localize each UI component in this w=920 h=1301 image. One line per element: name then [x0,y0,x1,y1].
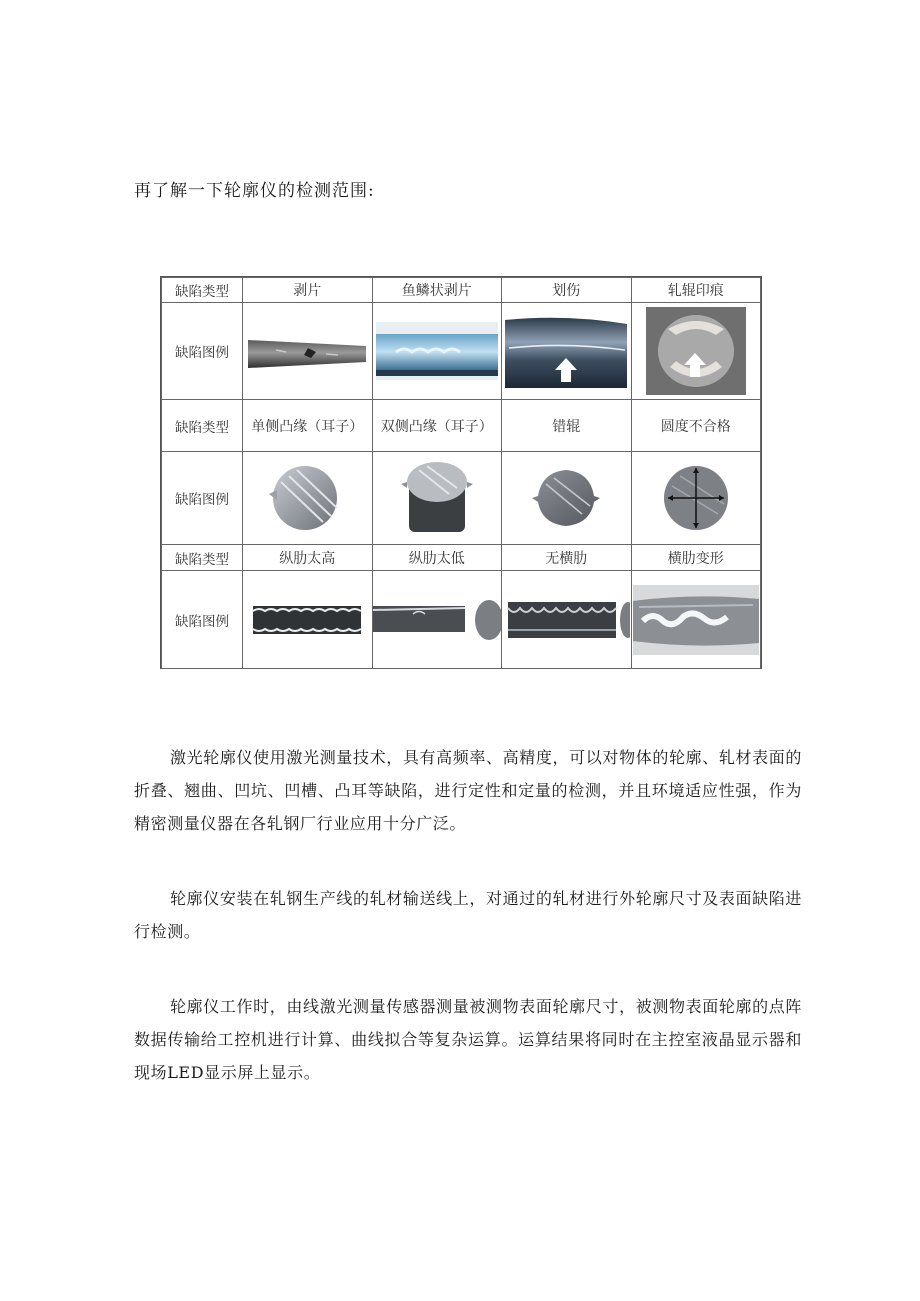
row-label: 缺陷类型 [162,400,243,452]
defect-type-cell: 单侧凸缘（耳子） [243,400,373,452]
defect-image-cell [372,452,502,545]
defect-type-cell: 横肋变形 [631,545,761,571]
defect-type-cell: 双侧凸缘（耳子） [372,400,502,452]
defect-image-cell [502,452,632,545]
intro-text: 再了解一下轮廓仪的检测范围: [134,181,375,201]
peeling-bar-image [246,328,368,374]
table-row [162,545,761,571]
paragraph-2: 轮廓仪安装在轧钢生产线的轧材输送线上，对通过的轧材进行外轮廓尺寸及表面缺陷进行检测。 [134,889,802,941]
defect-image-cell [243,452,373,545]
no-transverse-rib-image [502,594,630,646]
defect-image-cell [372,571,502,669]
defect-image-cell [502,303,632,400]
defect-image-cell [372,303,502,400]
table-row [162,303,761,400]
rib-too-high-image [253,602,361,638]
rib-too-low-image [373,596,501,644]
table-row [162,400,761,452]
defect-type-cell: 圆度不合格 [631,400,761,452]
defect-image-cell [243,571,373,669]
row-label: 缺陷类型 [162,545,243,571]
defect-image-cell [631,571,761,669]
row-label: 缺陷图例 [162,303,243,400]
fish-scale-peeling-image [376,322,498,380]
scratch-image [505,314,627,388]
double-ear-image [397,458,477,538]
row-label: 缺陷图例 [162,452,243,545]
out-of-round-image [660,462,732,534]
table-row [162,278,761,303]
table-row [162,571,761,669]
defect-type-cell: 划伤 [502,278,632,303]
rib-deformation-image [633,585,759,655]
defect-image-cell [243,303,373,400]
defect-table [160,276,762,669]
defect-image-cell [631,303,761,400]
table-row [162,452,761,545]
defect-type-cell: 剥片 [243,278,373,303]
defect-type-cell: 无横肋 [502,545,632,571]
defect-type-cell: 纵肋太低 [372,545,502,571]
defect-type-cell: 鱼鳞状剥片 [372,278,502,303]
defect-type-cell: 错辊 [502,400,632,452]
row-label: 缺陷类型 [162,278,243,303]
paragraph-3: 轮廓仪工作时，由线激光测量传感器测量被测物表面轮廓尺寸，被测物表面轮廓的点阵数据传输给工控机进行计算、曲线拟合等复杂运算。运算结果将同时在主控室液晶显示器和现场LED显示屏上显示。 [134,997,802,1082]
row-label: 缺陷图例 [162,571,243,669]
misaligned-roll-image [528,466,604,530]
paragraph-1: 激光轮廓仪使用激光测量技术，具有高频率、高精度，可以对物体的轮廓、轧材表面的折叠、翘曲、凹坑、凹槽、凸耳等缺陷，进行定性和定量的检测，并且环境适应性强，作为精密测量仪器在各轧钢厂行业应用十分广泛。 [134,748,802,833]
roll-mark-image [646,307,746,395]
defect-image-cell [502,571,632,669]
defect-type-cell: 轧辊印痕 [631,278,761,303]
single-ear-image [267,462,347,534]
defect-type-cell: 纵肋太高 [243,545,373,571]
defect-image-cell [631,452,761,545]
